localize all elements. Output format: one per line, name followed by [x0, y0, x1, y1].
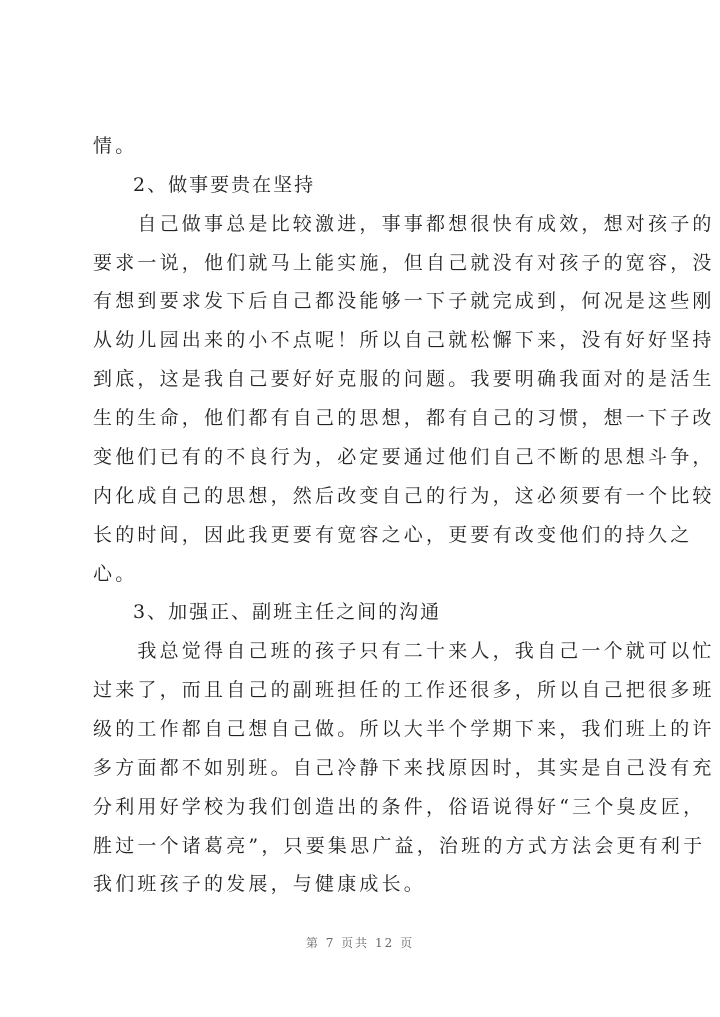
page-number-footer: 第 7 页共 12 页 [305, 936, 415, 950]
text-line: 从幼儿园出来的小不点呢！所以自己就松懈下来，没有好好坚持 [93, 329, 715, 351]
section-heading: 3、加强正、副班主任之间的沟通 [133, 601, 442, 623]
text-line: 胜过一个诸葛亮”，只要集思广益，治班的方式方法会更有利于 [93, 835, 706, 857]
text-line: 长的时间，因此我更要有宽容之心，更要有改变他们的持久之 [93, 524, 693, 546]
text-line: 多方面都不如别班。自己冷静下来找原因时，其实是自己没有充 [93, 757, 715, 779]
text-line: 自己做事总是比较激进，事事都想很快有成效，想对孩子的 [93, 213, 715, 235]
text-line: 有想到要求发下后自己都没能够一下子就完成到，何况是这些刚 [93, 290, 715, 312]
text-line: 我总觉得自己班的孩子只有二十来人，我自己一个就可以忙 [93, 640, 715, 662]
text-line: 生的生命，他们都有自己的思想，都有自己的习惯，想一下子改 [93, 407, 715, 429]
section-heading: 2、做事要贵在坚持 [133, 174, 316, 196]
text-line: 过来了，而且自己的副班担任的工作还很多，所以自己把很多班 [93, 679, 715, 701]
text-line: 到底，这是我自己要好好克服的问题。我要明确我面对的是活生 [93, 368, 715, 390]
text-line: 内化成自己的思想，然后改变自己的行为，这必须要有一个比较 [93, 485, 715, 507]
text-line: 要求一说，他们就马上能实施，但自己就没有对孩子的宽容，没 [93, 252, 715, 274]
text-line: 心。 [93, 563, 138, 585]
text-line: 情。 [93, 135, 138, 157]
text-line: 分利用好学校为我们创造出的条件，俗语说得好“三个臭皮匠， [93, 796, 706, 818]
text-line: 变他们已有的不良行为，必定要通过他们自己不断的思想斗争， [93, 446, 715, 468]
text-line: 我们班孩子的发展，与健康成长。 [93, 873, 427, 895]
text-line: 级的工作都自己想自己做。所以大半个学期下来，我们班上的许 [93, 718, 715, 740]
